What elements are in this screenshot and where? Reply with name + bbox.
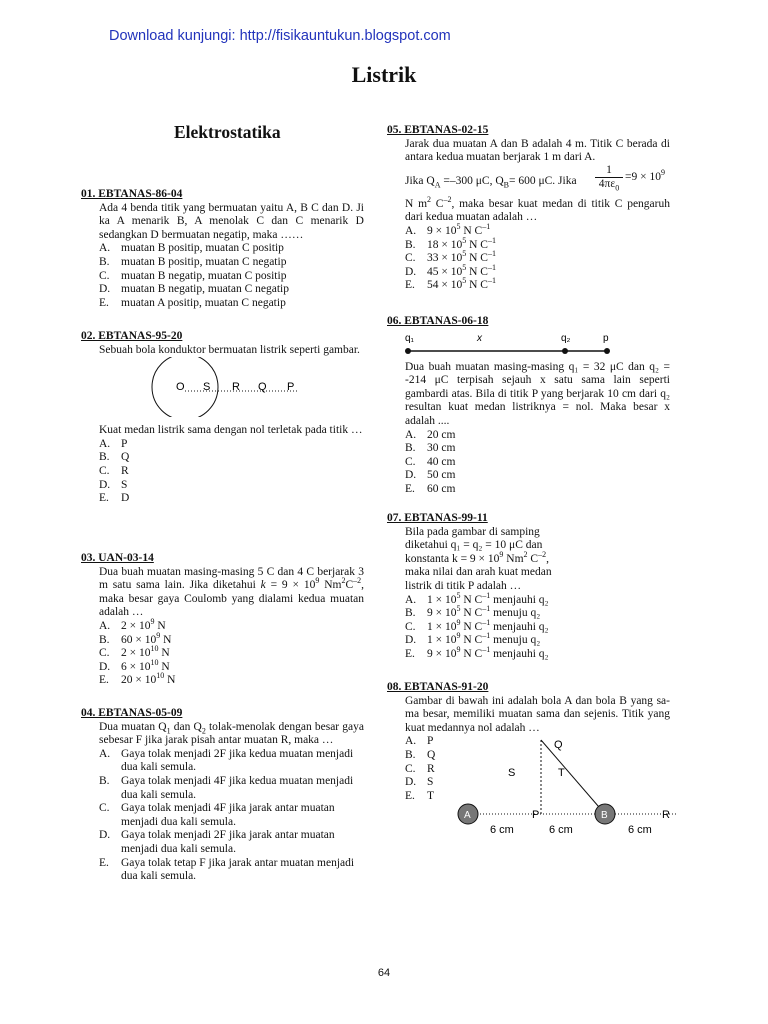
option-item [99, 465, 364, 479]
charge-q1-dot [405, 348, 411, 354]
option-list [99, 748, 364, 884]
option-text: 50 cm [427, 469, 456, 482]
distance-1: 6 cm [490, 824, 514, 836]
option-list [405, 429, 670, 497]
option-exponent: 9 [150, 617, 155, 627]
option-letter: D. [405, 634, 417, 647]
option-item [99, 242, 364, 256]
option-text: 20 cm [427, 428, 456, 441]
option-letter: E. [405, 279, 415, 292]
question-05 [387, 124, 670, 293]
option-unit: N C [460, 647, 483, 660]
option-unit-exponent: –1 [487, 235, 496, 245]
option-unit: N [158, 647, 170, 660]
diagonal-line [541, 740, 605, 814]
option-item [405, 262, 670, 280]
option-letter: C. [405, 252, 416, 265]
option-exponent: 5 [462, 262, 467, 272]
option-item [99, 479, 364, 493]
question-03 [81, 552, 365, 688]
option-unit: N C [466, 265, 488, 278]
option-item [99, 775, 364, 802]
option-direction: menjauhi q₂ [490, 647, 549, 660]
page-title: Listrik [351, 62, 417, 87]
option-letter: E. [99, 492, 109, 505]
label-s: S [203, 381, 211, 394]
option-exponent: 5 [456, 590, 461, 600]
option-mantissa: 9 × 10 [427, 224, 457, 237]
option-item [405, 645, 670, 662]
option-unit: N C [466, 238, 488, 251]
option-unit-exponent: –1 [482, 590, 491, 600]
option-text: S [427, 776, 434, 789]
option-exponent: 10 [156, 671, 165, 681]
option-letter: A. [405, 735, 417, 748]
option-item [99, 748, 364, 775]
option-unit: N C [460, 224, 483, 237]
option-letter: E. [99, 674, 109, 687]
option-text: P [121, 437, 128, 450]
label-a: A [464, 810, 471, 821]
option-exponent: 10 [150, 644, 159, 654]
option-unit: N [164, 674, 176, 687]
page-number: 64 [377, 967, 391, 979]
option-item [99, 256, 364, 270]
option-unit: N [158, 660, 170, 673]
question-text: Dua muatan $Q_1$ dan $Q_2$ tolak-menolak dengan besar gaya sebesar F jika jarak pisah antar muatan R, maka … [99, 720, 364, 747]
option-unit-exponent: –1 [487, 249, 496, 259]
option-item [99, 270, 364, 284]
option-unit: N C [466, 252, 488, 265]
option-text: 60 cm [427, 482, 456, 495]
option-unit: N C [466, 279, 488, 292]
option-letter: B. [405, 607, 416, 620]
question-heading: 05. EBTANAS-02-15 [387, 124, 489, 136]
option-text [121, 630, 172, 646]
option-item [405, 222, 670, 239]
question-06 [387, 315, 670, 497]
option-exponent: 9 [156, 630, 161, 640]
option-item [405, 456, 670, 470]
option-letter: B. [99, 774, 110, 787]
option-item [99, 451, 364, 465]
option-item [405, 469, 670, 483]
option-unit-exponent: –1 [482, 604, 491, 614]
option-direction: menuju q₂ [490, 634, 541, 647]
question-text: Gambar di bawah ini adalah bola A dan bola B yang sa-ma besar, memiliki muatan sama dan sejenis. Titik yang kuat medannya nol adalah … [405, 694, 670, 734]
option-item [99, 671, 364, 688]
distance-3: 6 cm [628, 824, 652, 836]
option-letter: B. [99, 451, 110, 464]
option-direction: menjauhi q₂ [490, 593, 549, 606]
distance-2: 6 cm [549, 824, 573, 836]
option-item [405, 604, 670, 621]
option-item [99, 857, 364, 884]
option-mantissa: 1 × 10 [427, 593, 457, 606]
option-text: muatan B negatip, muatan C positip [121, 269, 287, 282]
option-text: muatan B positip, muatan C positip [121, 242, 284, 255]
question-text: Bila pada gambar di samping diketahui q₁ = q₂ = 10 μC dan konstanta $k = 9 \times 10^9$ Nm$^2$ $C^{-2}$, maka nilai dan arah kuat medan listrik di titik P adalah … [405, 525, 552, 592]
option-exponent: 5 [462, 235, 467, 245]
option-exponent: 10 [150, 657, 159, 667]
option-text: Gaya tolak tetap F jika jarak antar muatan menjadi dua kali semula. [121, 856, 355, 883]
question-02 [81, 330, 364, 506]
option-item [99, 617, 364, 634]
option-letter: E. [405, 647, 415, 660]
fraction: 1 $4\pi\varepsilon_0$ [595, 164, 623, 192]
label-o: O [176, 381, 185, 394]
label-p: P [532, 809, 540, 821]
option-letter: A. [405, 428, 417, 441]
option-unit: N [154, 619, 166, 632]
option-text [427, 276, 496, 292]
label-p: p [603, 332, 609, 344]
option-item [405, 631, 670, 648]
option-letter: C. [405, 762, 416, 775]
question-text-2: Kuat medan listrik sama dengan nol terletak pada titik … [99, 424, 363, 437]
option-letter: C. [99, 802, 110, 815]
option-list [99, 438, 364, 506]
option-letter: A. [99, 437, 111, 450]
option-exponent: 5 [462, 276, 467, 286]
option-mantissa: 20 × 10 [121, 674, 157, 687]
option-item [99, 630, 364, 648]
option-letter: C. [405, 620, 416, 633]
charge-q2-dot [562, 348, 568, 354]
label-r: R [232, 381, 240, 394]
question-text: Dua buah muatan masing-masing q₁ = 32 μC dan q₂ = -214 μC terpisah sejauh x satu sama lain seperti gambardi atas. Bila di titik P yang berjarak 10 cm dari q₂ resultan kuat medan listriknya = nol. Maka besar x adalah .... [405, 360, 670, 427]
option-item [405, 235, 670, 253]
label-b: B [601, 810, 608, 821]
option-text: Gaya tolak menjadi 4F jika kedua muatan menjadi dua kali semula. [121, 774, 354, 801]
option-unit: N C [460, 607, 483, 620]
option-item [405, 429, 670, 443]
label-q: Q [258, 381, 267, 394]
question-text: Ada 4 benda titik yang bermuatan yaitu A, B C dan D. Ji ka A menarik B, A menolak C dan C menarik D sedangkan D bermuatan negatip, maka …… [99, 201, 364, 241]
option-direction: menuju q₂ [490, 607, 541, 620]
option-letter: E. [99, 856, 109, 869]
label-x: x [477, 332, 482, 344]
option-text: Gaya tolak menjadi 2F jika jarak antar muatan menjadi dua kali semula. [121, 829, 335, 855]
option-letter: D. [405, 265, 417, 278]
option-text [121, 644, 170, 660]
option-text: 40 cm [427, 455, 456, 468]
question-heading: 02. EBTANAS-95-20 [81, 330, 183, 342]
question-heading: 04. EBTANAS-05-09 [81, 707, 183, 719]
option-letter: A. [99, 747, 111, 760]
question-text: Sebuah bola konduktor bermuatan listrik seperti gambar. [99, 343, 360, 356]
option-item [99, 802, 364, 829]
option-exponent: 5 [456, 222, 461, 232]
option-exponent: 9 [456, 631, 461, 641]
option-letter: D. [405, 776, 417, 789]
option-text: 30 cm [427, 442, 456, 455]
question-text: Dua buah muatan masing-masing 5 C dan 4 C berjarak 3 m satu sama lain. Jika diketahui $k = 9 \times 10^9$ $Nm^2C^{-2}$, maka besar gaya Coulomb yang dialami kedua muatan adalah … [99, 565, 365, 619]
option-letter: D. [99, 478, 111, 491]
option-letter: C. [405, 455, 416, 468]
option-letter: C. [99, 269, 110, 282]
option-direction: menjauhi q₂ [490, 620, 549, 633]
option-mantissa: 1 × 10 [427, 634, 457, 647]
option-unit-exponent: –1 [482, 631, 491, 641]
download-link[interactable]: Download kunjungi: http://fisikauntukun.blogspot.com [109, 28, 451, 44]
option-text: Gaya tolak menjadi 4F jika jarak antar muatan menjadi dua kali semula. [121, 802, 335, 828]
option-mantissa: 45 × 10 [427, 265, 463, 278]
option-item [405, 590, 670, 608]
option-text: muatan B positip, muatan C negatip [121, 255, 287, 268]
option-mantissa: 60 × 10 [121, 633, 157, 646]
option-letter: B. [405, 748, 416, 761]
option-letter: A. [405, 224, 417, 237]
label-q2: q₂ [561, 332, 571, 344]
option-unit: N C [460, 620, 483, 633]
option-letter: D. [99, 283, 111, 296]
option-text: P [427, 735, 434, 748]
option-item [99, 283, 364, 297]
option-unit-exponent: –1 [482, 645, 491, 655]
option-exponent: 5 [456, 604, 461, 614]
option-unit: N C [460, 634, 483, 647]
formula-line: Jika $Q_A =-300$ μC, $Q_B= 600$ μC. Jika 1 $4\pi\varepsilon_0$ $=9 \times 10^9$ [405, 163, 665, 193]
option-letter: E. [405, 789, 415, 802]
option-letter: A. [99, 242, 111, 255]
option-text: Q [121, 451, 130, 464]
option-text: S [121, 478, 128, 491]
question-heading: 01. EBTANAS-86-04 [81, 188, 183, 200]
option-mantissa: 1 × 10 [427, 620, 457, 633]
option-unit-exponent: –1 [482, 222, 491, 232]
option-item [405, 276, 670, 293]
option-mantissa: 2 × 10 [121, 647, 151, 660]
question-01 [81, 188, 364, 310]
option-letter: A. [405, 593, 417, 606]
option-item [405, 617, 670, 635]
option-letter: B. [99, 633, 110, 646]
question-heading: 07. EBTANAS-99-11 [387, 512, 488, 524]
option-letter: E. [99, 296, 109, 309]
question-text-2: N $m^2$ $C^{-2}$, maka besar kuat medan di titik C pengaruh dari kedua muatan adalah … [405, 194, 670, 224]
option-unit-exponent: –1 [487, 276, 496, 286]
option-text: Q [427, 748, 436, 761]
option-list [99, 617, 364, 688]
section-subtitle: Elektrostatika [174, 122, 281, 142]
option-text [427, 645, 549, 660]
option-letter: D. [405, 469, 417, 482]
option-item [99, 829, 364, 856]
option-letter: C. [99, 464, 110, 477]
option-mantissa: 54 × 10 [427, 279, 463, 292]
option-text: Gaya tolak menjadi 2F jika kedua muatan menjadi dua kali semula. [121, 747, 354, 774]
option-item [99, 297, 364, 311]
option-exponent: 9 [456, 645, 461, 655]
charges-diagram [405, 329, 670, 359]
option-letter: A. [99, 619, 111, 632]
question-04 [81, 707, 364, 884]
option-letter: C. [99, 647, 110, 660]
question-07 [387, 512, 670, 662]
spheres-diagram [400, 732, 690, 842]
option-mantissa: 2 × 10 [121, 619, 151, 632]
label-t: T [558, 767, 565, 779]
option-list [405, 590, 670, 662]
option-list [99, 242, 364, 310]
option-item [99, 657, 364, 675]
option-item [99, 492, 364, 506]
option-text: D [121, 492, 130, 505]
option-mantissa: 9 × 10 [427, 647, 457, 660]
option-mantissa: 9 × 10 [427, 607, 457, 620]
label-s: S [508, 767, 516, 779]
option-text: R [121, 464, 129, 477]
option-item [405, 483, 670, 497]
label-q: Q [554, 739, 563, 751]
option-mantissa: 33 × 10 [427, 252, 463, 265]
option-text [121, 671, 176, 687]
label-p: P [287, 381, 295, 394]
question-text: Jarak dua muatan A dan B adalah 4 m. Titik C berada di antara kedua muatan berjarak 1 m dari A. [405, 137, 670, 164]
option-exponent: 9 [456, 617, 461, 627]
option-item [99, 438, 364, 452]
option-text [427, 222, 491, 237]
option-letter: B. [405, 238, 416, 251]
point-p-dot [604, 348, 610, 354]
option-unit-exponent: –1 [482, 617, 491, 627]
option-unit-exponent: –1 [487, 262, 496, 272]
option-list [405, 222, 670, 293]
option-letter: B. [99, 255, 110, 268]
label-q1: q₁ [405, 332, 414, 344]
option-unit: N C [460, 593, 483, 606]
option-letter: D. [99, 660, 111, 673]
option-mantissa: 18 × 10 [427, 238, 463, 251]
question-heading: 06. EBTANAS-06-18 [387, 315, 489, 327]
option-letter: B. [405, 442, 416, 455]
option-item [99, 644, 364, 661]
question-heading: 03. UAN-03-14 [81, 552, 154, 564]
option-text: muatan B negatip, muatan C negatip [121, 283, 289, 296]
option-item [405, 249, 670, 266]
option-text: R [427, 762, 435, 775]
option-letter: E. [405, 482, 415, 495]
option-letter: D. [99, 829, 111, 842]
option-text: muatan A positip, muatan C negatip [121, 296, 286, 309]
label-r: R [662, 809, 670, 821]
option-item [405, 442, 670, 456]
option-text: T [427, 789, 435, 802]
option-unit: N [160, 633, 172, 646]
option-exponent: 5 [462, 249, 467, 259]
sphere-diagram [99, 357, 364, 417]
question-heading: 08. EBTANAS-91-20 [387, 681, 489, 693]
option-mantissa: 6 × 10 [121, 660, 151, 673]
